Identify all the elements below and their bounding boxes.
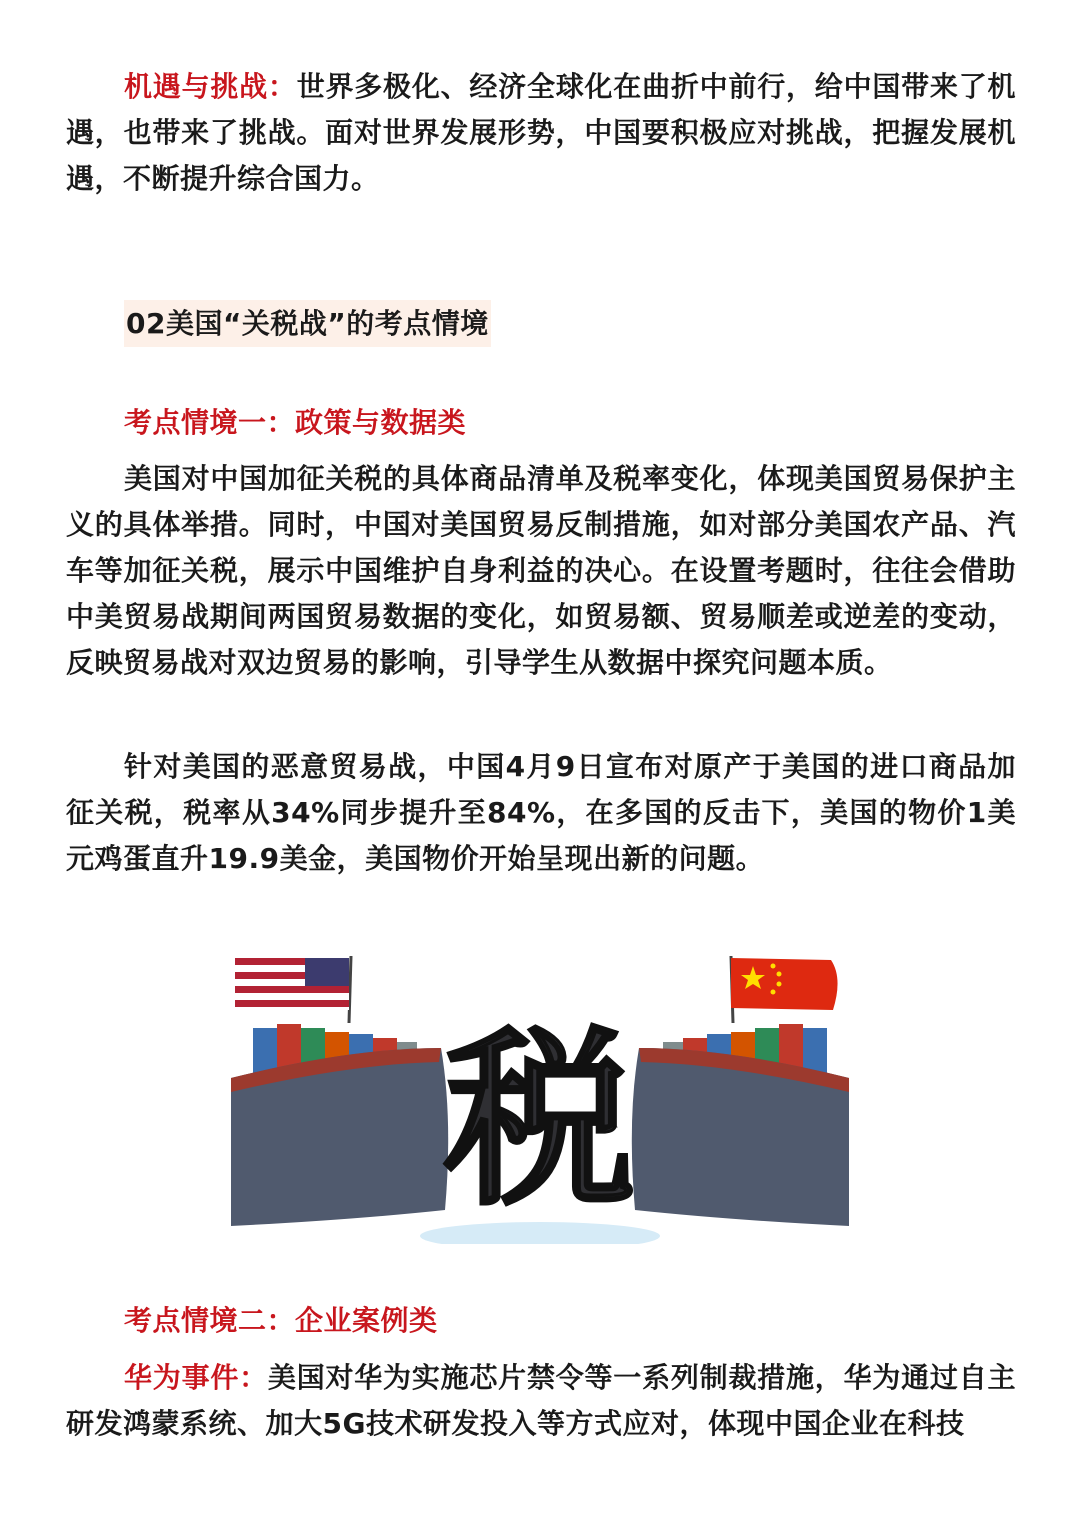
us-flag-icon bbox=[235, 956, 351, 1023]
opportunity-challenge-label: 机遇与挑战： bbox=[124, 70, 297, 103]
opportunity-challenge-text: 世界多极化、经济全球化在曲折中前行，给中国带来了机遇，也带来了挑战。面对世界发展形势，中国要积极应对挑战，把握发展机遇，不断提升综合国力。 bbox=[66, 70, 1016, 195]
scenario-one-paragraph-1: 美国对中国加征关税的具体商品清单及税率变化，体现美国贸易保护主义的具体举措。同时，中国对美国贸易反制措施，如对部分美国农产品、汽车等加征关税，展示中国维护自身利益的决心。在设置考题时，往往会借助中美贸易战期间两国贸易数据的变化，如贸易额、贸易顺差或逆差的变动，反映贸易战对双边贸易的影响，引导学生从数据中探究问题本质。 bbox=[66, 462, 1016, 679]
scenario-one-title: 考点情境一：政策与数据类 bbox=[124, 406, 467, 439]
right-ship-hull bbox=[632, 1048, 849, 1226]
opportunity-challenge-paragraph bbox=[66, 64, 1016, 202]
left-ship-hull bbox=[231, 1048, 448, 1226]
tariff-ships-illustration bbox=[231, 948, 849, 1244]
china-flag-icon bbox=[731, 956, 838, 1023]
tariff-illustration-svg bbox=[231, 948, 849, 1244]
huawei-label: 华为事件： bbox=[124, 1361, 268, 1394]
scenario-one-paragraph-2: 针对美国的恶意贸易战，中国4月9日宣布对原产于美国的进口商品加征关税，税率从34%同步提升至84%，在多国的反击下，美国的物价1美元鸡蛋直升19.9美金，美国物价开始呈现出新的问题。 bbox=[66, 750, 1016, 875]
tax-character: 税 bbox=[444, 1010, 636, 1231]
huawei-text: 美国对华为实施芯片禁令等一系列制裁措施，华为通过自主研发鸿蒙系统、加大5G技术研发投入等方式应对，体现中国企业在科技 bbox=[66, 1361, 1016, 1440]
section-title: 02美国“关税战”的考点情境 bbox=[124, 300, 491, 347]
huawei-paragraph bbox=[66, 1355, 1016, 1447]
scenario-two-title: 考点情境二：企业案例类 bbox=[124, 1304, 438, 1337]
